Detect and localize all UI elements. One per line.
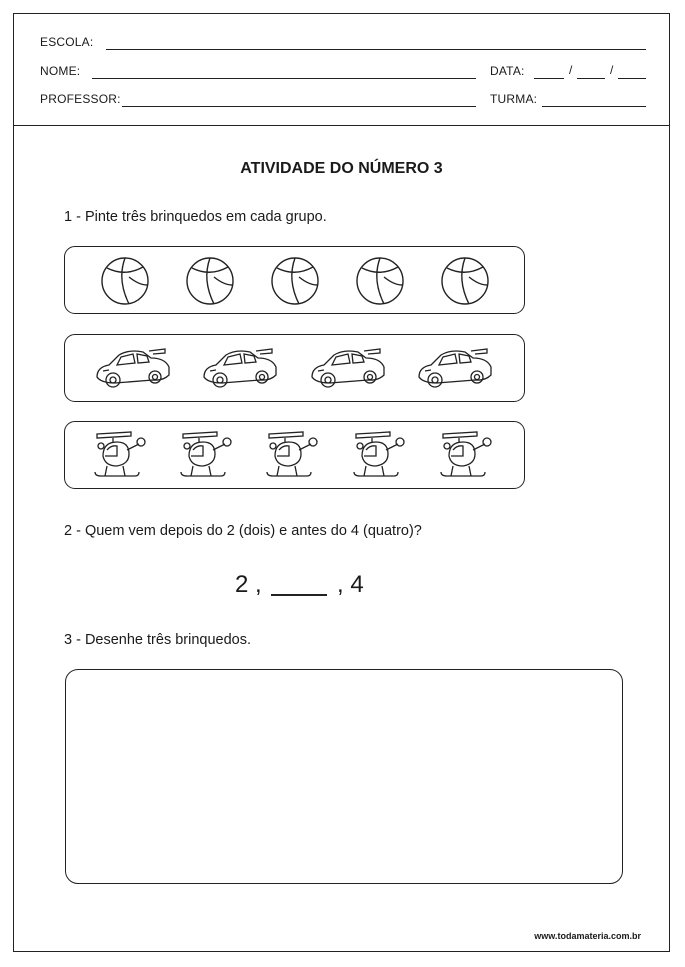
teacher-label: PROFESSOR: (40, 92, 121, 106)
helicopter-icon[interactable] (177, 428, 235, 484)
helicopter-icon[interactable] (91, 428, 149, 484)
question-3: 3 - Desenhe três brinquedos. (64, 632, 251, 648)
header (14, 14, 669, 126)
toy-group-balls (64, 246, 525, 314)
helicopter-icon[interactable] (437, 428, 495, 484)
date-month-field[interactable] (577, 78, 605, 79)
footer-url: www.todamateria.com.br (534, 931, 641, 941)
car-icon[interactable] (93, 343, 173, 393)
question-2: 2 - Quem vem depois do 2 (dois) e antes do 4 (quatro)? (64, 523, 422, 539)
date-separator: / (610, 63, 614, 77)
car-icon[interactable] (200, 343, 280, 393)
question-1: 1 - Pinte três brinquedos em cada grupo. (64, 209, 327, 225)
date-year-field[interactable] (618, 78, 646, 79)
teacher-field[interactable] (122, 106, 476, 107)
car-icon[interactable] (308, 343, 388, 393)
drawing-area[interactable] (65, 669, 623, 884)
ball-icon[interactable] (184, 255, 236, 307)
date-day-field[interactable] (534, 78, 564, 79)
ball-icon[interactable] (354, 255, 406, 307)
school-field[interactable] (106, 49, 646, 50)
helicopter-icon[interactable] (350, 428, 408, 484)
class-label: TURMA: (490, 92, 538, 106)
date-label: DATA: (490, 64, 525, 78)
ball-icon[interactable] (439, 255, 491, 307)
sequence-first: 2 , (235, 571, 262, 598)
date-separator: / (569, 63, 573, 77)
name-label: NOME: (40, 64, 81, 78)
class-field[interactable] (542, 106, 646, 107)
sequence-last: , 4 (337, 571, 364, 598)
toy-group-helicopters (64, 421, 525, 489)
school-label: ESCOLA: (40, 35, 94, 49)
answer-blank[interactable] (271, 594, 327, 596)
helicopter-icon[interactable] (263, 428, 321, 484)
ball-icon[interactable] (99, 255, 151, 307)
toy-group-cars (64, 334, 525, 402)
car-icon[interactable] (415, 343, 495, 393)
page-title: ATIVIDADE DO NÚMERO 3 (240, 160, 443, 177)
ball-icon[interactable] (269, 255, 321, 307)
name-field[interactable] (92, 78, 476, 79)
worksheet-page (13, 13, 670, 952)
